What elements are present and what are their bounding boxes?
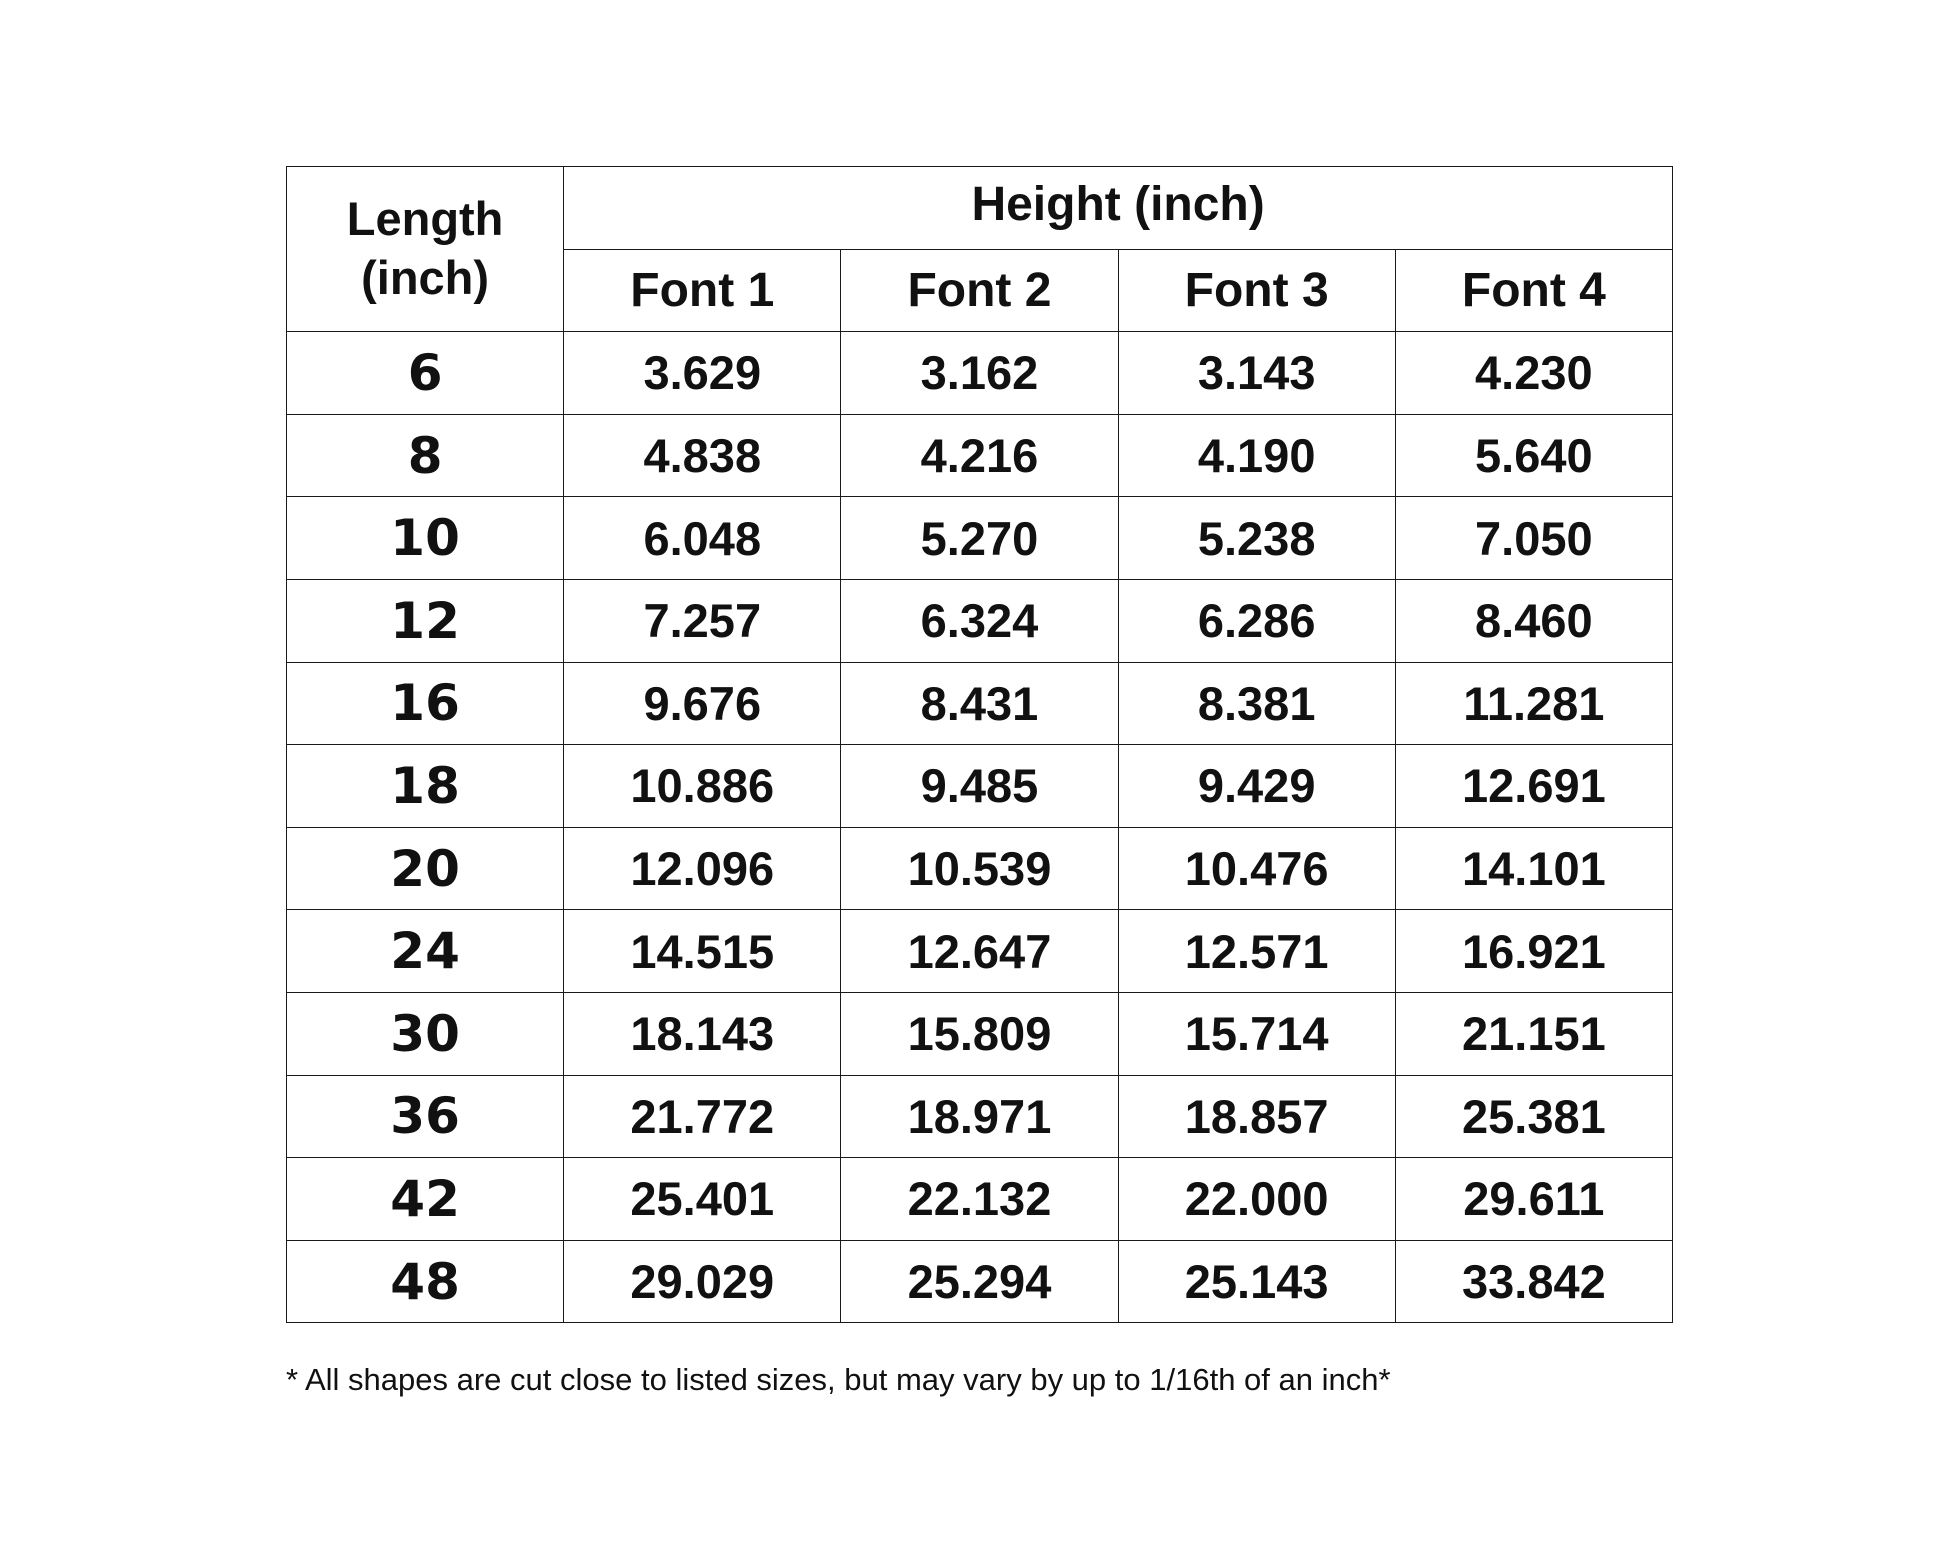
length-cell: 6 (287, 332, 564, 415)
length-cell: 48 (287, 1240, 564, 1323)
font-2-height-cell: 25.294 (841, 1240, 1118, 1323)
font-4-height-cell: 12.691 (1395, 745, 1672, 828)
font-3-height-cell: 12.571 (1118, 910, 1395, 993)
table-row (287, 1240, 1673, 1323)
font-1-height-cell: 12.096 (564, 827, 841, 910)
table-row (287, 992, 1673, 1075)
font-3-height-cell: 8.381 (1118, 662, 1395, 745)
font-2-height-cell: 18.971 (841, 1075, 1118, 1158)
font-4-height-cell: 5.640 (1395, 414, 1672, 497)
font-3-height-cell: 9.429 (1118, 745, 1395, 828)
font-3-height-cell: 10.476 (1118, 827, 1395, 910)
font-1-header: Font 1 (564, 249, 841, 332)
font-1-height-cell: 10.886 (564, 745, 841, 828)
table-row (287, 662, 1673, 745)
font-1-height-cell: 21.772 (564, 1075, 841, 1158)
font-3-height-cell: 15.714 (1118, 992, 1395, 1075)
table-row (287, 1158, 1673, 1241)
font-4-height-cell: 25.381 (1395, 1075, 1672, 1158)
font-1-height-cell: 14.515 (564, 910, 841, 993)
font-3-height-cell: 25.143 (1118, 1240, 1395, 1323)
font-1-height-cell: 7.257 (564, 579, 841, 662)
font-1-height-cell: 4.838 (564, 414, 841, 497)
font-2-height-cell: 15.809 (841, 992, 1118, 1075)
font-2-height-cell: 9.485 (841, 745, 1118, 828)
length-header (287, 167, 564, 332)
font-1-height-cell: 18.143 (564, 992, 841, 1075)
table-row (287, 414, 1673, 497)
font-4-height-cell: 4.230 (1395, 332, 1672, 415)
font-1-height-cell: 6.048 (564, 497, 841, 580)
length-cell: 20 (287, 827, 564, 910)
footnote: * All shapes are cut close to listed sizes, but may vary by up to 1/16th of an inch* (286, 1362, 1391, 1397)
length-cell: 18 (287, 745, 564, 828)
length-cell: 8 (287, 414, 564, 497)
font-3-height-cell: 6.286 (1118, 579, 1395, 662)
height-header: Height (inch) (564, 167, 1673, 250)
font-2-height-cell: 6.324 (841, 579, 1118, 662)
length-header-label: Length (346, 192, 504, 246)
table-row (287, 827, 1673, 910)
font-2-height-cell: 10.539 (841, 827, 1118, 910)
font-2-height-cell: 22.132 (841, 1158, 1118, 1241)
font-2-height-cell: 3.162 (841, 332, 1118, 415)
font-2-header: Font 2 (841, 249, 1118, 332)
font-2-height-cell: 12.647 (841, 910, 1118, 993)
font-4-height-cell: 14.101 (1395, 827, 1672, 910)
font-4-height-cell: 33.842 (1395, 1240, 1672, 1323)
font-2-height-cell: 4.216 (841, 414, 1118, 497)
table-row (287, 745, 1673, 828)
font-1-height-cell: 3.629 (564, 332, 841, 415)
font-4-height-cell: 29.611 (1395, 1158, 1672, 1241)
table-row (287, 332, 1673, 415)
length-cell: 30 (287, 992, 564, 1075)
font-3-header: Font 3 (1118, 249, 1395, 332)
table-row (287, 579, 1673, 662)
font-3-height-cell: 18.857 (1118, 1075, 1395, 1158)
font-4-height-cell: 11.281 (1395, 662, 1672, 745)
font-3-height-cell: 4.190 (1118, 414, 1395, 497)
font-3-height-cell: 3.143 (1118, 332, 1395, 415)
length-cell: 36 (287, 1075, 564, 1158)
table-row (287, 1075, 1673, 1158)
font-2-height-cell: 8.431 (841, 662, 1118, 745)
font-4-height-cell: 8.460 (1395, 579, 1672, 662)
table-row (287, 497, 1673, 580)
length-cell: 24 (287, 910, 564, 993)
font-1-height-cell: 29.029 (564, 1240, 841, 1323)
size-chart-table (286, 166, 1673, 1323)
length-cell: 12 (287, 579, 564, 662)
font-3-height-cell: 5.238 (1118, 497, 1395, 580)
font-1-height-cell: 25.401 (564, 1158, 841, 1241)
font-4-header: Font 4 (1395, 249, 1672, 332)
table-row (287, 910, 1673, 993)
length-cell: 42 (287, 1158, 564, 1241)
font-4-height-cell: 7.050 (1395, 497, 1672, 580)
length-header-unit: (inch) (361, 251, 490, 305)
font-4-height-cell: 21.151 (1395, 992, 1672, 1075)
font-4-height-cell: 16.921 (1395, 910, 1672, 993)
font-2-height-cell: 5.270 (841, 497, 1118, 580)
length-cell: 16 (287, 662, 564, 745)
length-cell: 10 (287, 497, 564, 580)
font-3-height-cell: 22.000 (1118, 1158, 1395, 1241)
font-1-height-cell: 9.676 (564, 662, 841, 745)
header-row-top (287, 167, 1673, 250)
